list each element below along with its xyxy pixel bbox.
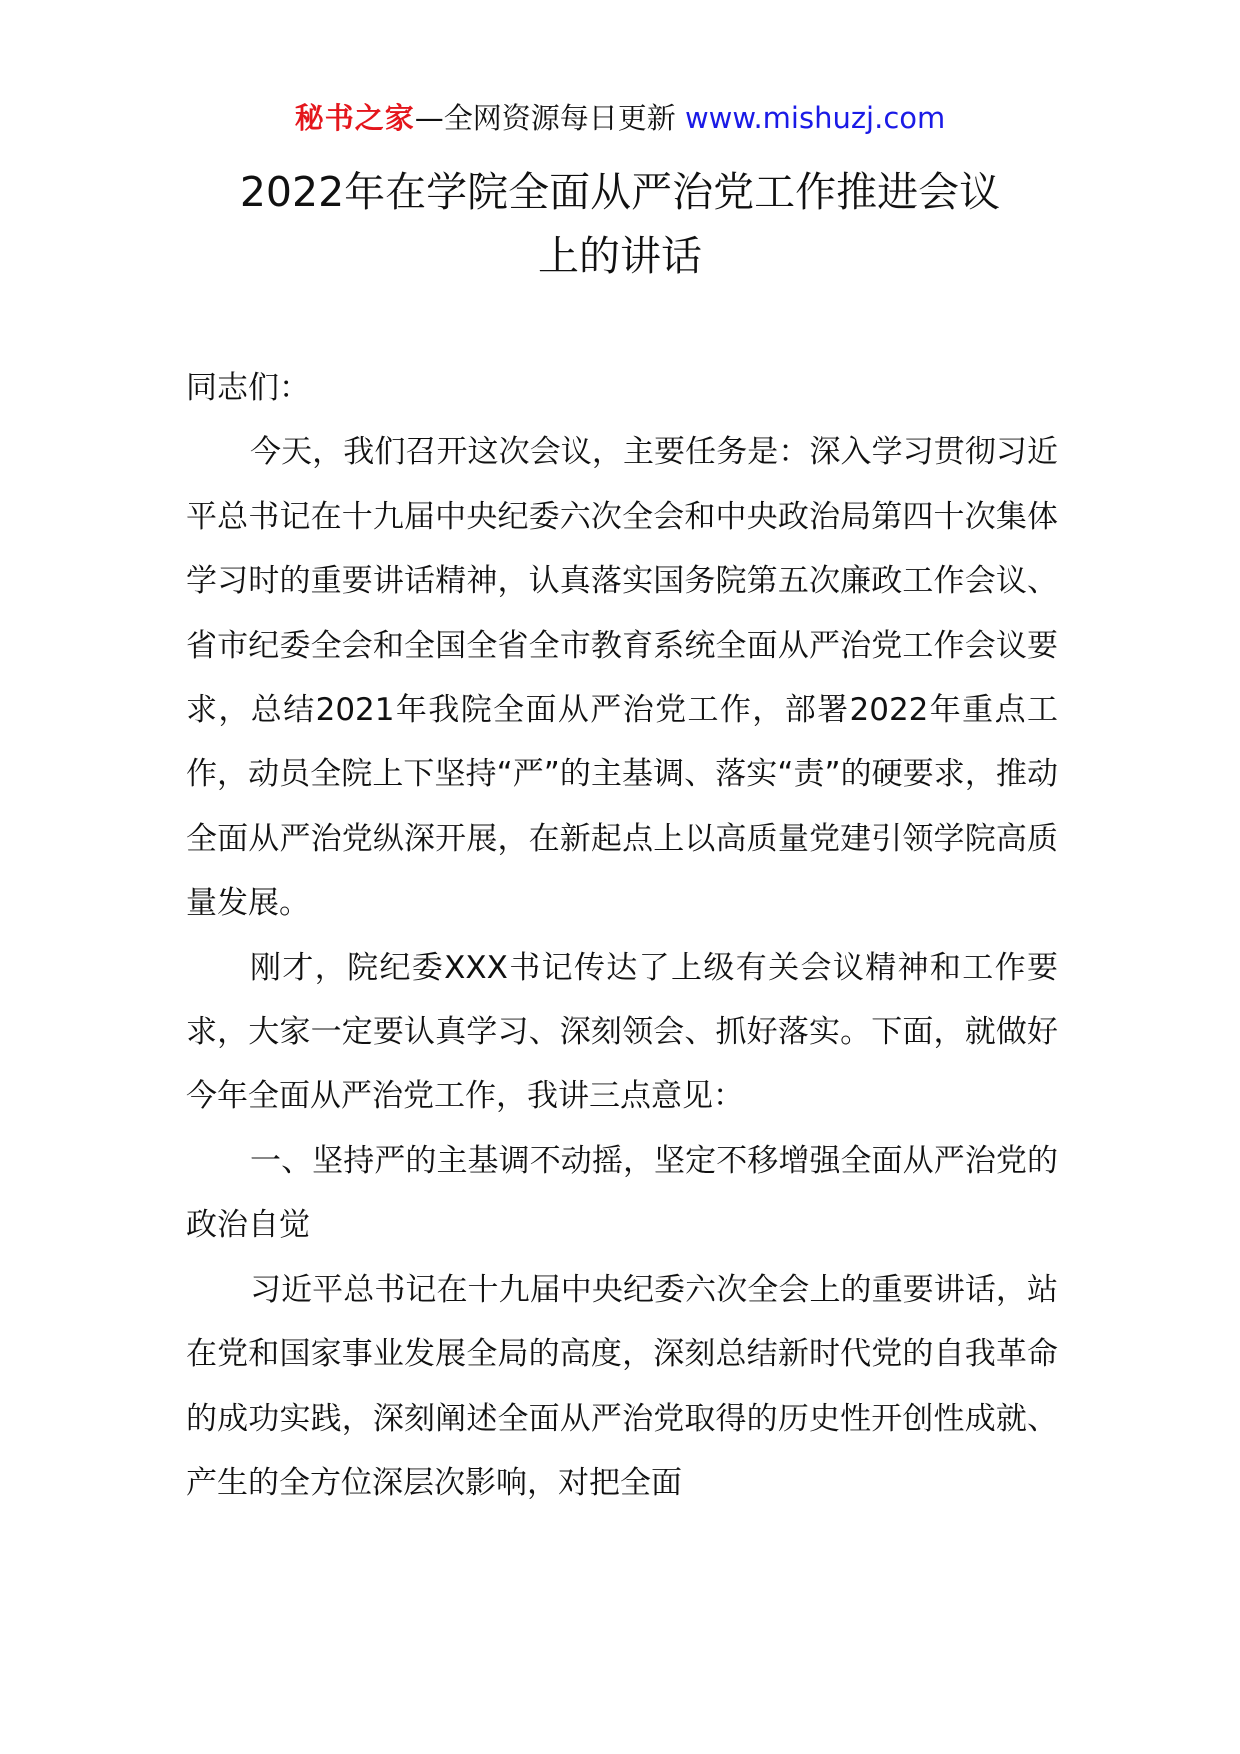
paragraph-2: 刚才，院纪委XXX书记传达了上级有关会议精神和工作要求，大家一定要认真学习、深刻领会、抓好落实。下面，就做好今年全面从严治党工作，我讲三点意见： [186,949,1058,1115]
site-slogan: —全网资源每日更新 [414,101,685,135]
site-header [0,98,1240,138]
salutation: 同志们： [186,370,310,406]
document-body [186,356,1058,1515]
site-url-link[interactable]: www.mishuzj.com [684,101,946,135]
section-heading-1: 一、坚持严的主基调不动摇，坚定不移增强全面从严治党的政治自觉 [186,1142,1058,1244]
title-line-2: 上的讲话 [538,232,702,280]
title-line-1: 2022年在学院全面从严治党工作推进会议 [239,168,1001,216]
paragraph-3: 习近平总书记在十九届中央纪委六次全会上的重要讲话，站在党和国家事业发展全局的高度，深刻总结新时代党的自我革命的成功实践，深刻阐述全面从严治党取得的历史性开创性成就、产生的全方位深层次影响，对把全面 [186,1271,1058,1501]
site-brand: 秘书之家 [294,101,415,135]
paragraph-1: 今天，我们召开这次会议，主要任务是：深入学习贯彻习近平总书记在十九届中央纪委六次全会和中央政治局第四十次集体学习时的重要讲话精神，认真落实国务院第五次廉政工作会议、省市纪委全会和全国全省全市教育系统全面从严治党工作会议要求，总结2021年我院全面从严治党工作，部署2022年重点工作，动员全院上下坚持“严”的主基调、落实“责”的硬要求，推动全面从严治党纵深开展，在新起点上以高质量党建引领学院高质量发展。 [186,434,1058,922]
document-title [140,160,1100,288]
